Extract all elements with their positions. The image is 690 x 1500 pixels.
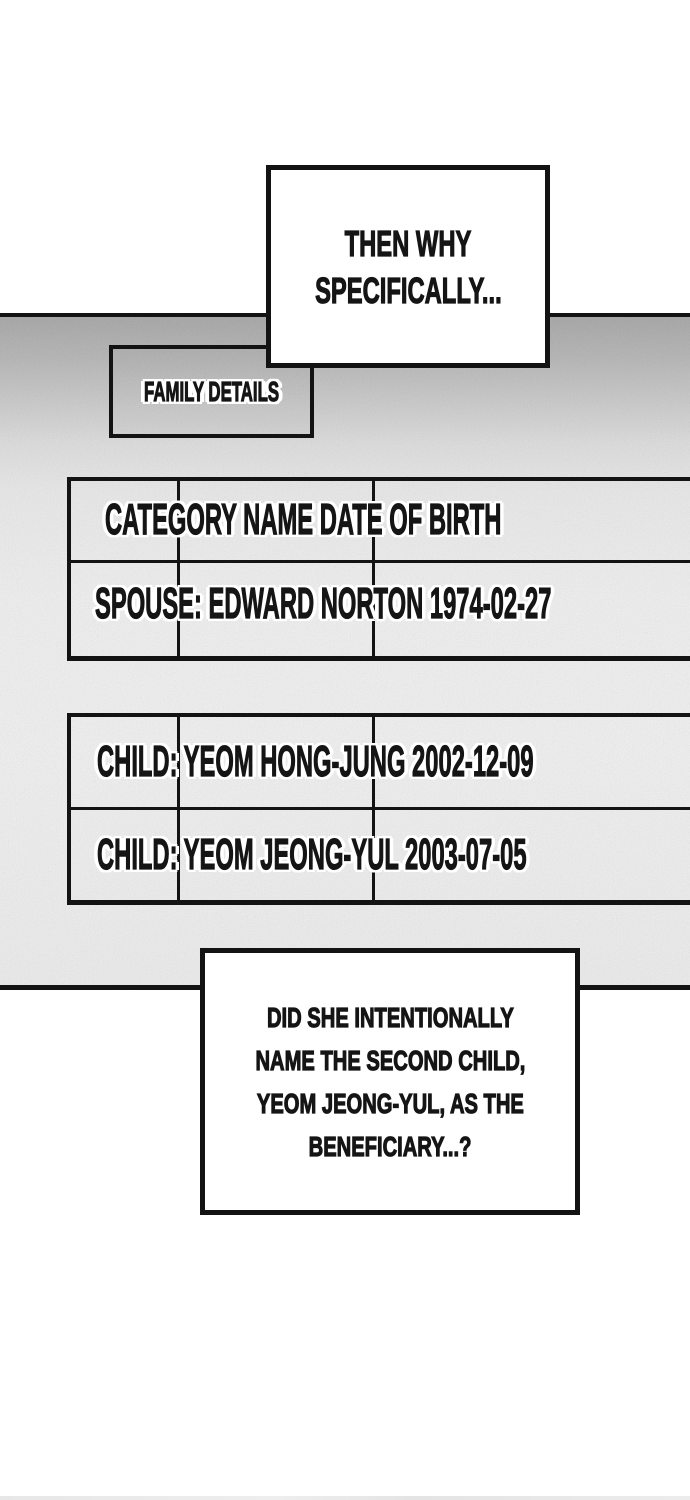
speech-line: THEN WHY (344, 222, 472, 264)
speech-line: NAME THE SECOND CHILD, (255, 1044, 525, 1076)
table-row-child-1: CHILD: YEOM HONG-JUNG 2002-12-09 (97, 737, 534, 786)
speech-bubble-top (266, 165, 550, 368)
table-row-child-2: CHILD: YEOM JEONG-YUL 2003-07-05 (97, 830, 527, 879)
table-row-spouse: SPOUSE: EDWARD NORTON 1974-02-27 (95, 579, 552, 628)
family-table-lower (67, 713, 690, 905)
speech-line: DID SHE INTENTIONALLY (266, 1001, 514, 1033)
table-border-bottom (67, 900, 690, 905)
table-border-left (67, 477, 71, 661)
table-row-divider (67, 560, 690, 563)
speech-line: YEOM JEONG-YUL, AS THE (256, 1087, 524, 1119)
speech-line: BENEFICIARY...? (308, 1130, 472, 1162)
page-bottom-strip (0, 1496, 690, 1500)
family-details-label: FAMILY DETAILS (143, 375, 280, 407)
table-header-row: CATEGORY NAME DATE OF BIRTH (105, 495, 502, 544)
family-table-upper (67, 477, 690, 661)
speech-line: SPECIFICALLY... (314, 269, 502, 311)
table-border-bottom (67, 656, 690, 661)
table-border-top (67, 477, 690, 481)
table-row-divider (67, 807, 690, 810)
speech-bubble-bottom (200, 948, 580, 1215)
table-border-top (67, 713, 690, 717)
